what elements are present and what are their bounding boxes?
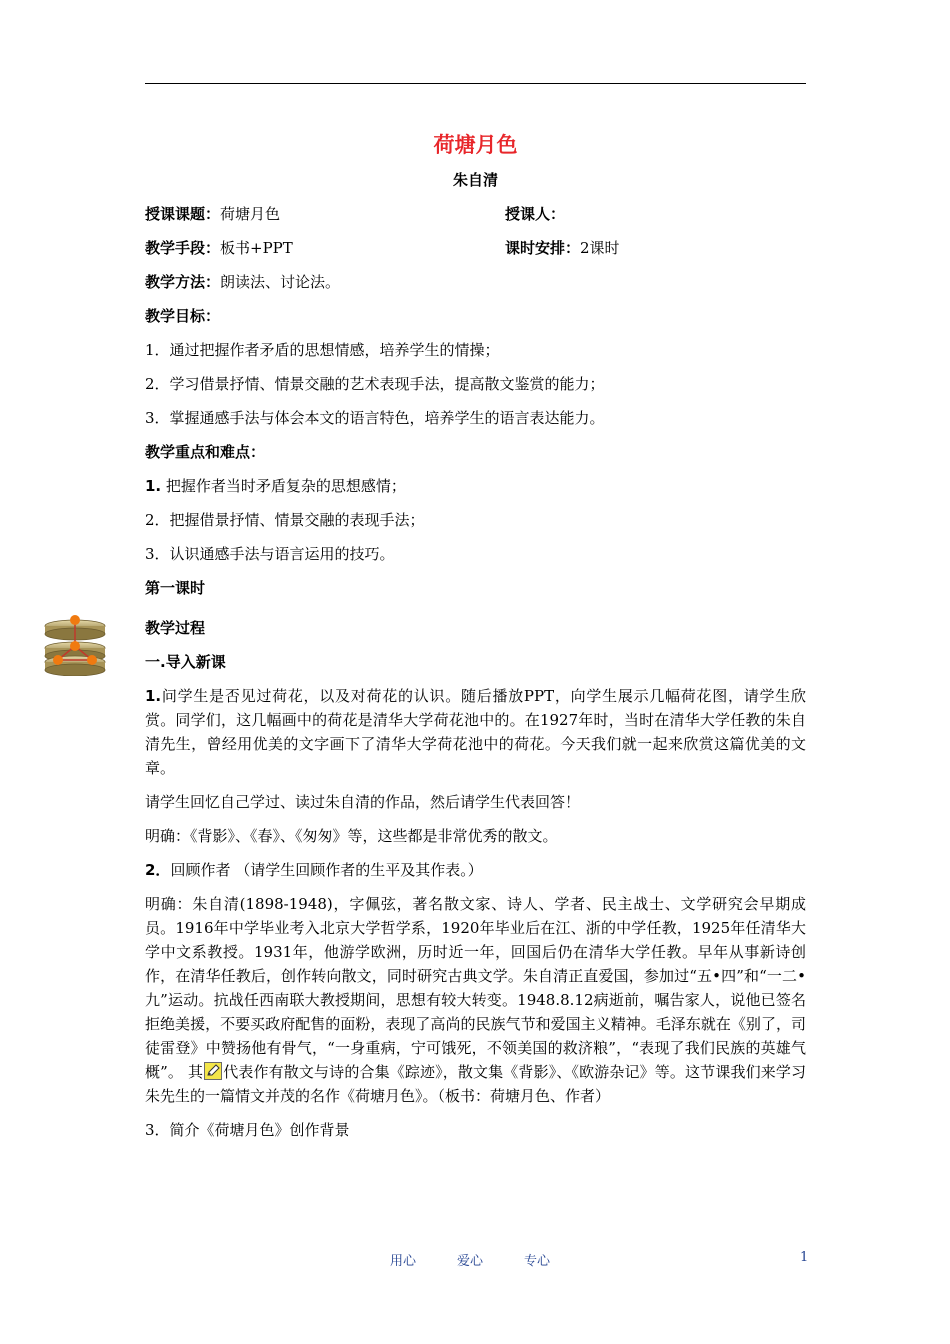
- footer-item: 爱心: [456, 1254, 483, 1269]
- paragraph-text: 回顾作者 （请学生回顾作者的生平及其作表。）: [170, 861, 483, 879]
- author-bio-paragraph: [145, 892, 806, 1108]
- paragraph-text: 明确：朱自清(1898-1948)，字佩弦，著名散文家、诗人、学者、民主战士、文学研究会早期成员。1916年中学毕业考入北京大学哲学系，1920年毕业后在江、浙的中学任教，1925年任清华大学中文系教授。1931年，他游学欧洲，历时近一年，回国后仍在清华大学任教。早年从事新诗创作，在清华任教后，创作转向散文，同时研究古典文学。朱自清正直爱国，参加过“五•四”和“一二•九”运动。抗战任西南联大教授期间，思想有较大转变。1948.8.12病逝前，嘱告家人，说他已签名拒绝美援，不要买政府配售的面粉，表现了高尚的民族气节和爱国主义精神。毛泽东就在《别了，司徒雷登》中赞扬他有骨气，“一身重病，宁可饿死，不领美国的救济粮”，“表现了我们民族的英雄气概”。 其: [145, 895, 806, 1081]
- paragraph-number: 1.: [145, 687, 162, 705]
- topic-value: 荷塘月色: [220, 205, 281, 223]
- method-line: [145, 270, 806, 294]
- objectives-heading: 教学目标：: [145, 307, 221, 325]
- keypoint-item: [145, 474, 806, 498]
- paragraph: 3．简介《荷塘月色》创作背景: [145, 1121, 350, 1139]
- paragraph-number: 2．: [145, 861, 171, 879]
- objective-item: 2．学习借景抒情、情景交融的艺术表现手法，提高散文鉴赏的能力；: [145, 375, 605, 393]
- means-label: 教学手段：: [145, 239, 221, 257]
- keypoints-heading: 教学重点和难点：: [145, 443, 266, 461]
- paragraph-text: 代表作有散文与诗的合集《踪迹》，散文集《背影》、《欧游杂记》等。这节课我们来学习朱先生的一篇情文并茂的名作《荷塘月色》。（板书：荷塘月色、作者）: [145, 1063, 806, 1105]
- objective-item: 3．掌握通感手法与体会本文的语言特色，培养学生的语言表达能力。: [145, 409, 605, 427]
- keypoint-text: 把握作者当时矛盾复杂的思想感情；: [165, 477, 406, 495]
- schedule-value: 2课时: [580, 239, 620, 257]
- paragraph: 明确：《背影》、《春》、《匆匆》等，这些都是非常优秀的散文。: [145, 827, 558, 845]
- footer-item: 用心: [390, 1254, 417, 1269]
- paragraph: 请学生回忆自己学过、读过朱自清的作品，然后请学生代表回答！: [145, 793, 581, 811]
- paragraph: [145, 684, 806, 780]
- first-period-heading: 第一课时: [145, 579, 206, 597]
- keypoint-item: 3．认识通感手法与语言运用的技巧。: [145, 545, 395, 563]
- method-value: 朗读法、讨论法。: [220, 273, 341, 291]
- document-author: 朱自清: [452, 171, 498, 189]
- document-title: 荷塘月色: [433, 133, 518, 157]
- paragraph: [145, 858, 806, 882]
- paragraph-text: 问学生是否见过荷花，以及对荷花的认识。随后播放PPT，向学生展示几幅荷花图，请学生欣赏。同学们，这几幅画中的荷花是清华大学荷花池中的。在1927年时，当时在清华大学任教的朱自清先生，曾经用优美的文字画下了清华大学荷花池中的荷花。今天我们就一起来欣赏这篇优美的文章。: [145, 687, 806, 777]
- meta-row-1: [145, 202, 806, 226]
- keypoint-number: 1.: [145, 477, 162, 495]
- meta-row-2: [145, 236, 806, 260]
- teacher-label: 授课人：: [505, 205, 566, 223]
- schedule-label: 课时安排：: [505, 239, 581, 257]
- method-label: 教学方法：: [145, 273, 221, 291]
- footer-item: 专心: [523, 1254, 550, 1269]
- hierarchy-decoration-icon: [42, 612, 108, 676]
- objective-item: 1．通过把握作者矛盾的思想情感，培养学生的情操；: [145, 341, 500, 359]
- process-heading: 教学过程: [145, 619, 206, 637]
- page-number: 1: [800, 1250, 809, 1265]
- header-rule: [145, 83, 806, 84]
- keypoint-item: 2．把握借景抒情、情景交融的表现手法；: [145, 511, 425, 529]
- section-heading: 一.导入新课: [145, 653, 226, 671]
- means-value: 板书+PPT: [220, 239, 293, 257]
- document-body: [145, 128, 806, 1142]
- topic-label: 授课课题：: [145, 205, 221, 223]
- edit-pencil-icon: [204, 1062, 222, 1080]
